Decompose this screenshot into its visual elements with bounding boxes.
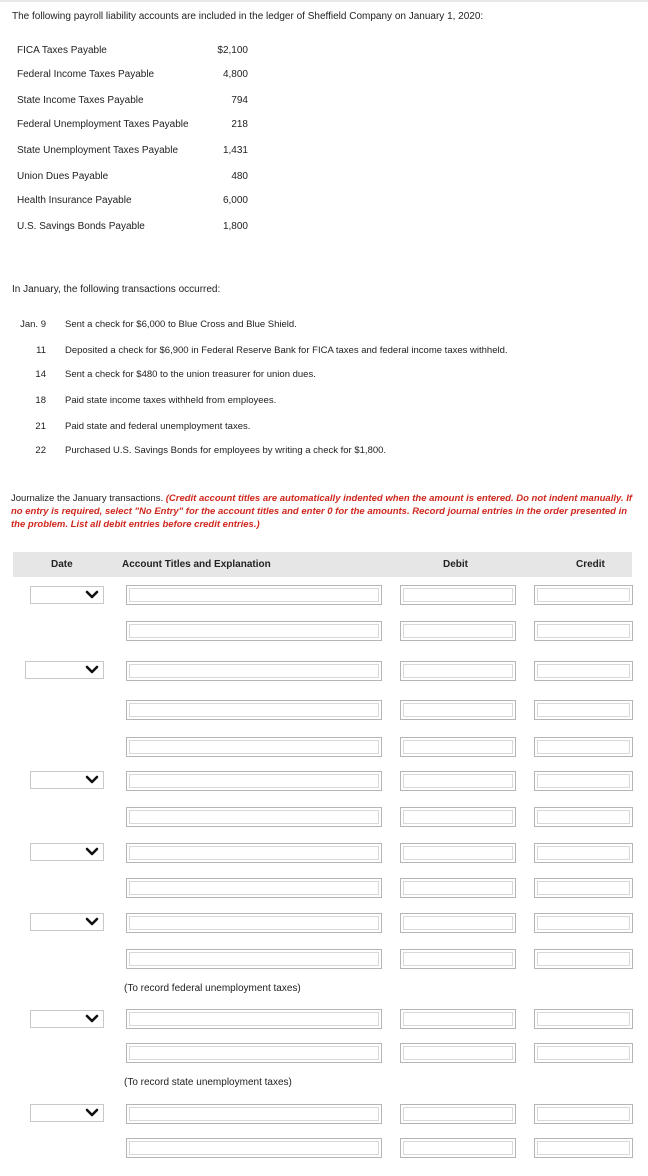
account-title-input[interactable] (126, 1138, 382, 1158)
debit-input[interactable] (400, 949, 516, 969)
transactions-intro: In January, the following transactions occurred: (12, 284, 221, 295)
date-select[interactable] (30, 1010, 104, 1028)
debit-input[interactable] (400, 1043, 516, 1063)
transaction-desc: Sent a check for $480 to the union treasurer for union dues. (65, 369, 316, 380)
transaction-desc: Sent a check for $6,000 to Blue Cross and Blue Shield. (65, 319, 297, 330)
debit-input[interactable] (400, 700, 516, 720)
chevron-down-icon (85, 664, 99, 676)
debit-input[interactable] (400, 1104, 516, 1124)
account-title-input[interactable] (126, 737, 382, 757)
ledger-amount: 218 (231, 119, 248, 130)
credit-input[interactable] (534, 1104, 633, 1124)
account-title-input[interactable] (126, 661, 382, 681)
instructions (11, 492, 633, 531)
ledger-amount: 794 (231, 95, 248, 106)
account-title-input[interactable] (126, 771, 382, 791)
credit-input[interactable] (534, 1009, 633, 1029)
account-title-input[interactable] (126, 1104, 382, 1124)
ledger-account: State Income Taxes Payable (17, 95, 144, 106)
transaction-date: 14 (35, 369, 46, 380)
ledger-amount: 1,800 (222, 221, 248, 232)
transaction-desc: Deposited a check for $6,900 in Federal Reserve Bank for FICA taxes and federal income taxes withheld. (65, 345, 508, 356)
credit-input[interactable] (534, 1043, 633, 1063)
credit-input[interactable] (534, 807, 633, 827)
header-credit: Credit (576, 559, 605, 570)
chevron-down-icon (85, 774, 99, 786)
transaction-date: 11 (36, 345, 46, 356)
ledger-account: State Unemployment Taxes Payable (17, 145, 179, 156)
account-title-input[interactable] (126, 1043, 382, 1063)
debit-input[interactable] (400, 621, 516, 641)
problem-intro: The following payroll liability accounts are included in the ledger of Sheffield Company on January 1, 2020: (12, 11, 484, 22)
chevron-down-icon (85, 1013, 99, 1025)
ledger-account: FICA Taxes Payable (17, 45, 107, 56)
ledger-amount: 4,800 (222, 69, 248, 80)
instructions-plain: Journalize the January transactions. (11, 493, 166, 504)
header-account: Account Titles and Explanation (122, 559, 271, 570)
debit-input[interactable] (400, 1138, 516, 1158)
chevron-down-icon (85, 846, 99, 858)
account-title-input[interactable] (126, 585, 382, 605)
debit-input[interactable] (400, 878, 516, 898)
explanation-note: (To record federal unemployment taxes) (124, 983, 301, 994)
debit-input[interactable] (400, 913, 516, 933)
debit-input[interactable] (400, 771, 516, 791)
account-title-input[interactable] (126, 621, 382, 641)
credit-input[interactable] (534, 621, 633, 641)
ledger-account: Federal Income Taxes Payable (17, 69, 155, 80)
credit-input[interactable] (534, 843, 633, 863)
debit-input[interactable] (400, 661, 516, 681)
account-title-input[interactable] (126, 700, 382, 720)
transaction-date: 18 (35, 395, 46, 406)
date-select[interactable] (30, 1104, 104, 1122)
header-date: Date (51, 559, 73, 570)
ledger-amount: $2,100 (217, 45, 248, 56)
ledger-amount: 6,000 (222, 195, 248, 206)
credit-input[interactable] (534, 949, 633, 969)
credit-input[interactable] (534, 771, 633, 791)
credit-input[interactable] (534, 1138, 633, 1158)
transaction-date: Jan. 9 (20, 319, 46, 330)
debit-input[interactable] (400, 585, 516, 605)
transaction-desc: Paid state and federal unemployment taxes. (65, 421, 251, 432)
header-debit: Debit (443, 559, 468, 570)
transaction-date: 21 (35, 421, 46, 432)
journal-table-header (13, 552, 632, 577)
ledger-amount: 480 (231, 171, 248, 182)
transaction-desc: Paid state income taxes withheld from employees. (65, 395, 277, 406)
ledger-account: Federal Unemployment Taxes Payable (17, 119, 189, 130)
ledger-amount: 1,431 (222, 145, 248, 156)
account-title-input[interactable] (126, 843, 382, 863)
credit-input[interactable] (534, 585, 633, 605)
credit-input[interactable] (534, 737, 633, 757)
chevron-down-icon (85, 1107, 99, 1119)
account-title-input[interactable] (126, 949, 382, 969)
date-select[interactable] (30, 843, 104, 861)
date-select[interactable] (30, 913, 104, 931)
credit-input[interactable] (534, 700, 633, 720)
account-title-input[interactable] (126, 1009, 382, 1029)
credit-input[interactable] (534, 661, 633, 681)
debit-input[interactable] (400, 807, 516, 827)
date-select[interactable] (30, 586, 104, 604)
account-title-input[interactable] (126, 807, 382, 827)
ledger-account: U.S. Savings Bonds Payable (17, 221, 145, 232)
top-divider (0, 0, 648, 2)
explanation-note: (To record state unemployment taxes) (124, 1077, 292, 1088)
chevron-down-icon (85, 589, 99, 601)
account-title-input[interactable] (126, 913, 382, 933)
transaction-desc: Purchased U.S. Savings Bonds for employees by writing a check for $1,800. (65, 445, 387, 456)
ledger-account: Health Insurance Payable (17, 195, 132, 206)
chevron-down-icon (85, 916, 99, 928)
ledger-account: Union Dues Payable (17, 171, 109, 182)
date-select[interactable] (30, 771, 104, 789)
account-title-input[interactable] (126, 878, 382, 898)
date-select[interactable] (25, 661, 104, 679)
instructions-emphasis: (Credit account titles are automatically indented when the amount is entered. Do not indent manually. If no entry is required, select "No Entry" for the account titles and enter 0 for the amounts. Record journal entries in the order presented in the problem. List all debit entries before credit entries.) (11, 493, 633, 530)
credit-input[interactable] (534, 913, 633, 933)
debit-input[interactable] (400, 737, 516, 757)
credit-input[interactable] (534, 878, 633, 898)
debit-input[interactable] (400, 1009, 516, 1029)
transaction-date: 22 (35, 445, 46, 456)
debit-input[interactable] (400, 843, 516, 863)
